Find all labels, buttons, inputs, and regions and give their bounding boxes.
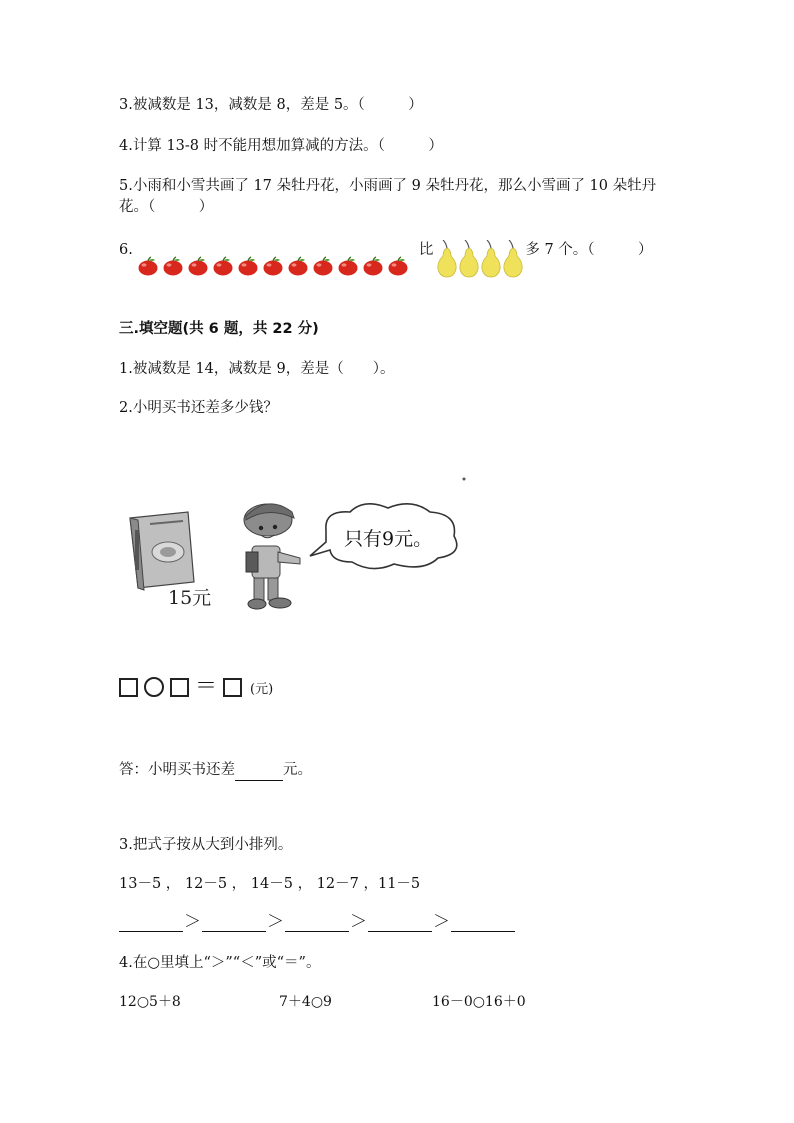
apple-icon [337,256,359,276]
fill-q4: 4.在○里填上“＞”“＜”或“＝”。 [119,955,321,971]
apple-icon [187,256,209,276]
apple-icon [287,256,309,276]
apple-icon [262,256,284,276]
q6-compare-word: 比 [418,242,434,258]
compare-item-1[interactable]: 12○5＋8 [119,994,181,1010]
order-blank-3[interactable] [285,913,349,932]
pear-icon [457,240,481,278]
order-blank-4[interactable] [368,913,432,932]
q6-rest: 多 7 个。（ ） [525,242,653,258]
judgement-q4: 4.计算 13-8 时不能用想加算减的方法。（ ） [119,138,443,154]
answer-prefix: 答：小明买书还差 [119,762,235,778]
book-boy-illustration [128,470,478,620]
apple-icon [312,256,334,276]
greater-than-sign: ＞ [350,912,367,932]
compare-item-2[interactable]: 7＋4○9 [279,994,332,1010]
section3-title: 三.填空题(共 6 题，共 22 分) [119,321,319,337]
judgement-q6 [119,236,653,278]
order-blank-2[interactable] [202,913,266,932]
fill-q3-expressions: 13－5 ， 12－5 ， 14－5 ， 12－7 ，11－5 [119,876,421,892]
greater-than-sign: ＞ [267,912,284,932]
equation-box-2[interactable] [170,678,189,697]
speech-text: 只有9元。 [344,528,433,550]
answer-suffix: 元。 [283,762,312,778]
boy-icon [244,504,300,609]
equation-template [119,676,273,698]
equals-sign: ＝ [195,674,218,699]
apple-icon [212,256,234,276]
order-blank-1[interactable] [119,913,183,932]
greater-than-sign: ＞ [184,912,201,932]
apple-icon [162,256,184,276]
book-icon [130,512,194,590]
order-blank-5[interactable] [451,913,515,932]
judgement-q5: 5.小雨和小雪共画了 17 朵牡丹花，小雨画了 9 朵牡丹花，那么小雪画了 10 朵牡丹花。（ ） [119,178,657,215]
pear-icon [479,240,503,278]
pear-icon [435,240,459,278]
fill-q3: 3.把式子按从大到小排列。 [119,837,293,853]
q6-number: 6. [119,242,133,258]
answer-line [119,760,312,781]
apple-row [137,256,409,276]
ordering-blanks [119,912,515,932]
equation-box-1[interactable] [119,678,138,697]
equation-box-result[interactable] [223,678,242,697]
answer-blank[interactable] [235,760,283,781]
pear-icon [501,240,525,278]
apple-icon [387,256,409,276]
apple-icon [237,256,259,276]
pear-row [435,240,523,278]
book-price: 15元 [168,587,212,609]
equation-unit: (元) [250,681,274,697]
compare-item-3[interactable]: 16－0○16＋0 [432,994,526,1010]
fill-q2: 2.小明买书还差多少钱？ [119,400,278,416]
apple-icon [137,256,159,276]
equation-operator-circle[interactable] [144,677,164,697]
judgement-q3: 3.被减数是 13，减数是 8，差是 5。（ ） [119,97,423,113]
fill-q1: 1.被减数是 14，减数是 9，差是（ ）。 [119,361,395,377]
apple-icon [362,256,384,276]
greater-than-sign: ＞ [433,912,450,932]
